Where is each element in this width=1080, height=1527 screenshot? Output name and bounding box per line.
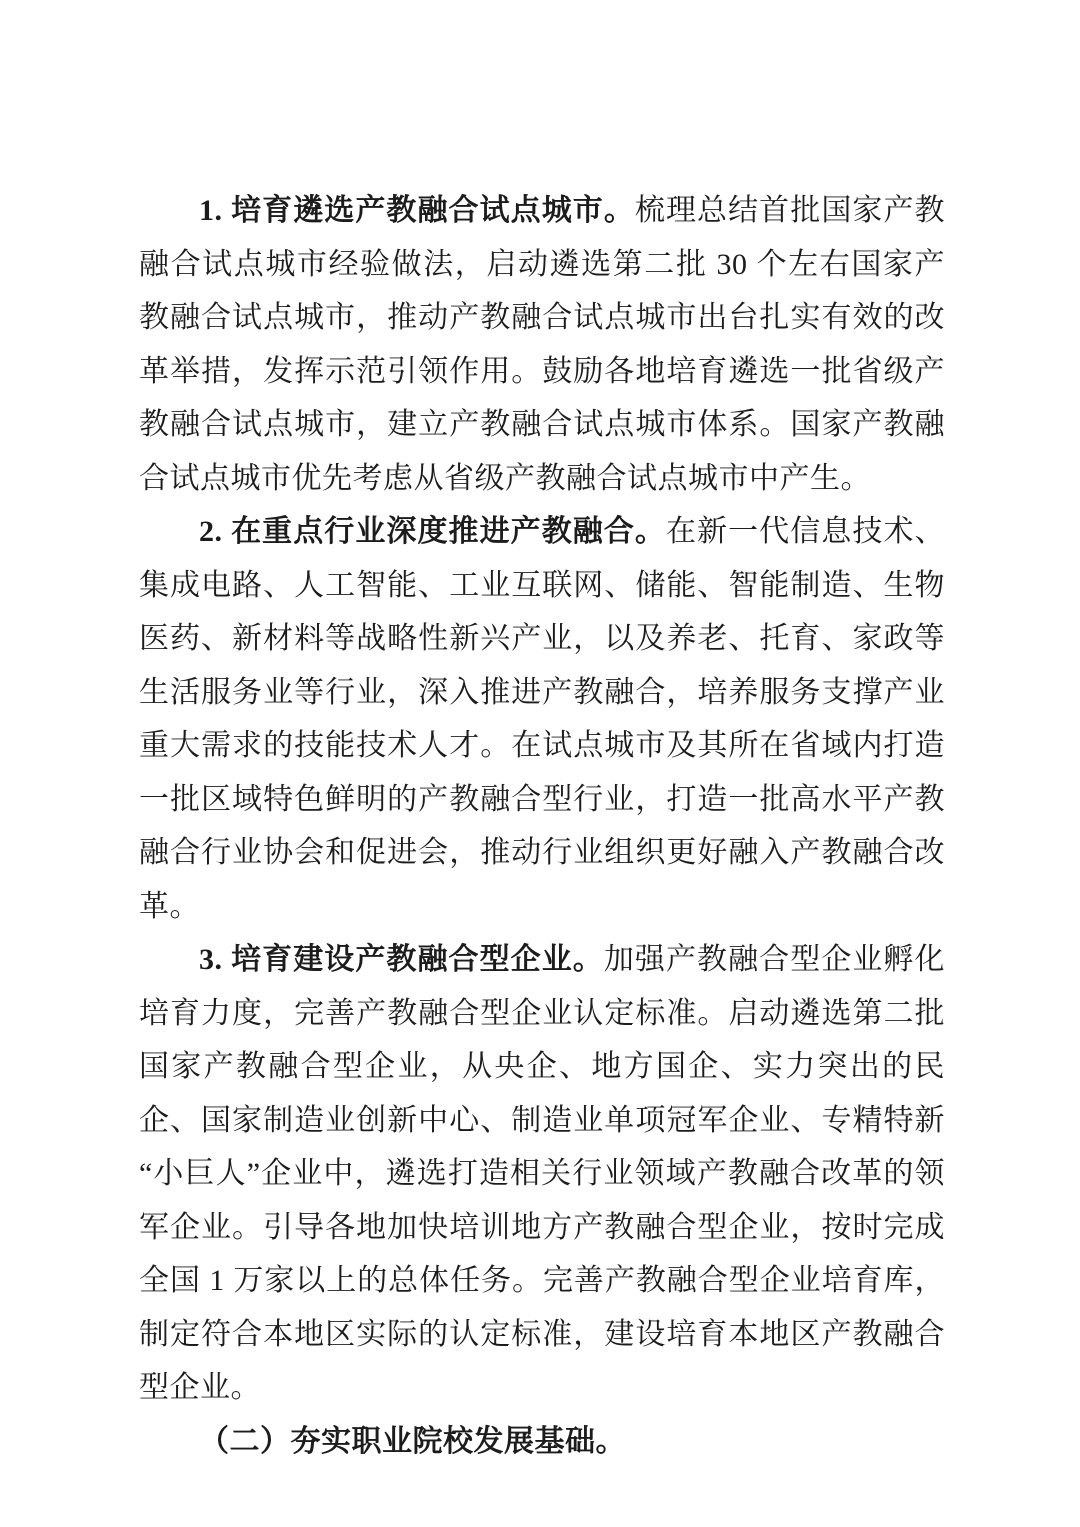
section-heading-text: （二）夯实职业院校发展基础。 — [199, 1424, 626, 1458]
paragraph-item-2 — [139, 505, 945, 933]
paragraph-1-body: 梳理总结首批国家产教融合试点城市经验做法，启动遴选第二批 30 个左右国家产教融合试点城市，推动产教融合试点城市出台扎实有效的改革举措，发挥示范引领作用。鼓励各地培育遴选一批省级产教融合试点城市，建立产教融合试点城市体系。国家产教融合试点城市优先考虑从省级产教融合试点城市中产生。 — [139, 194, 946, 495]
paragraph-2-lead: 2. 在重点行业深度推进产教融合。 — [199, 515, 666, 548]
paragraph-3-lead: 3. 培育建设产教融合型企业。 — [199, 943, 604, 976]
paragraph-1-lead: 1. 培育遴选产教融合试点城市。 — [199, 194, 635, 227]
paragraph-3-body: 加强产教融合型企业孵化培育力度，完善产教融合型企业认定标准。启动遴选第二批国家产教融合型企业，从央企、地方国企、实力突出的民企、国家制造业创新中心、制造业单项冠军企业、专精特新“小巨人”企业中，遴选打造相关行业领域产教融合改革的领军企业。引导各地加快培训地方产教融合型企业，按时完成全国 1 万家以上的总体任务。完善产教融合型企业培育库，制定符合本地区实际的认定标准，建设培育本地区产教融合型企业。 — [139, 943, 946, 1404]
document-text-block — [139, 184, 945, 1468]
section-heading — [139, 1415, 945, 1469]
paragraph-item-1 — [139, 184, 945, 505]
paragraph-2-body: 在新一代信息技术、集成电路、人工智能、工业互联网、储能、智能制造、生物医药、新材料等战略性新兴产业，以及养老、托育、家政等生活服务业等行业，深入推进产教融合，培养服务支撑产业重大需求的技能技术人才。在试点城市及其所在省域内打造一批区域特色鲜明的产教融合型行业，打造一批高水平产教融合行业协会和促进会，推动行业组织更好融入产教融合改革。 — [139, 515, 946, 923]
paragraph-item-3 — [139, 933, 945, 1415]
